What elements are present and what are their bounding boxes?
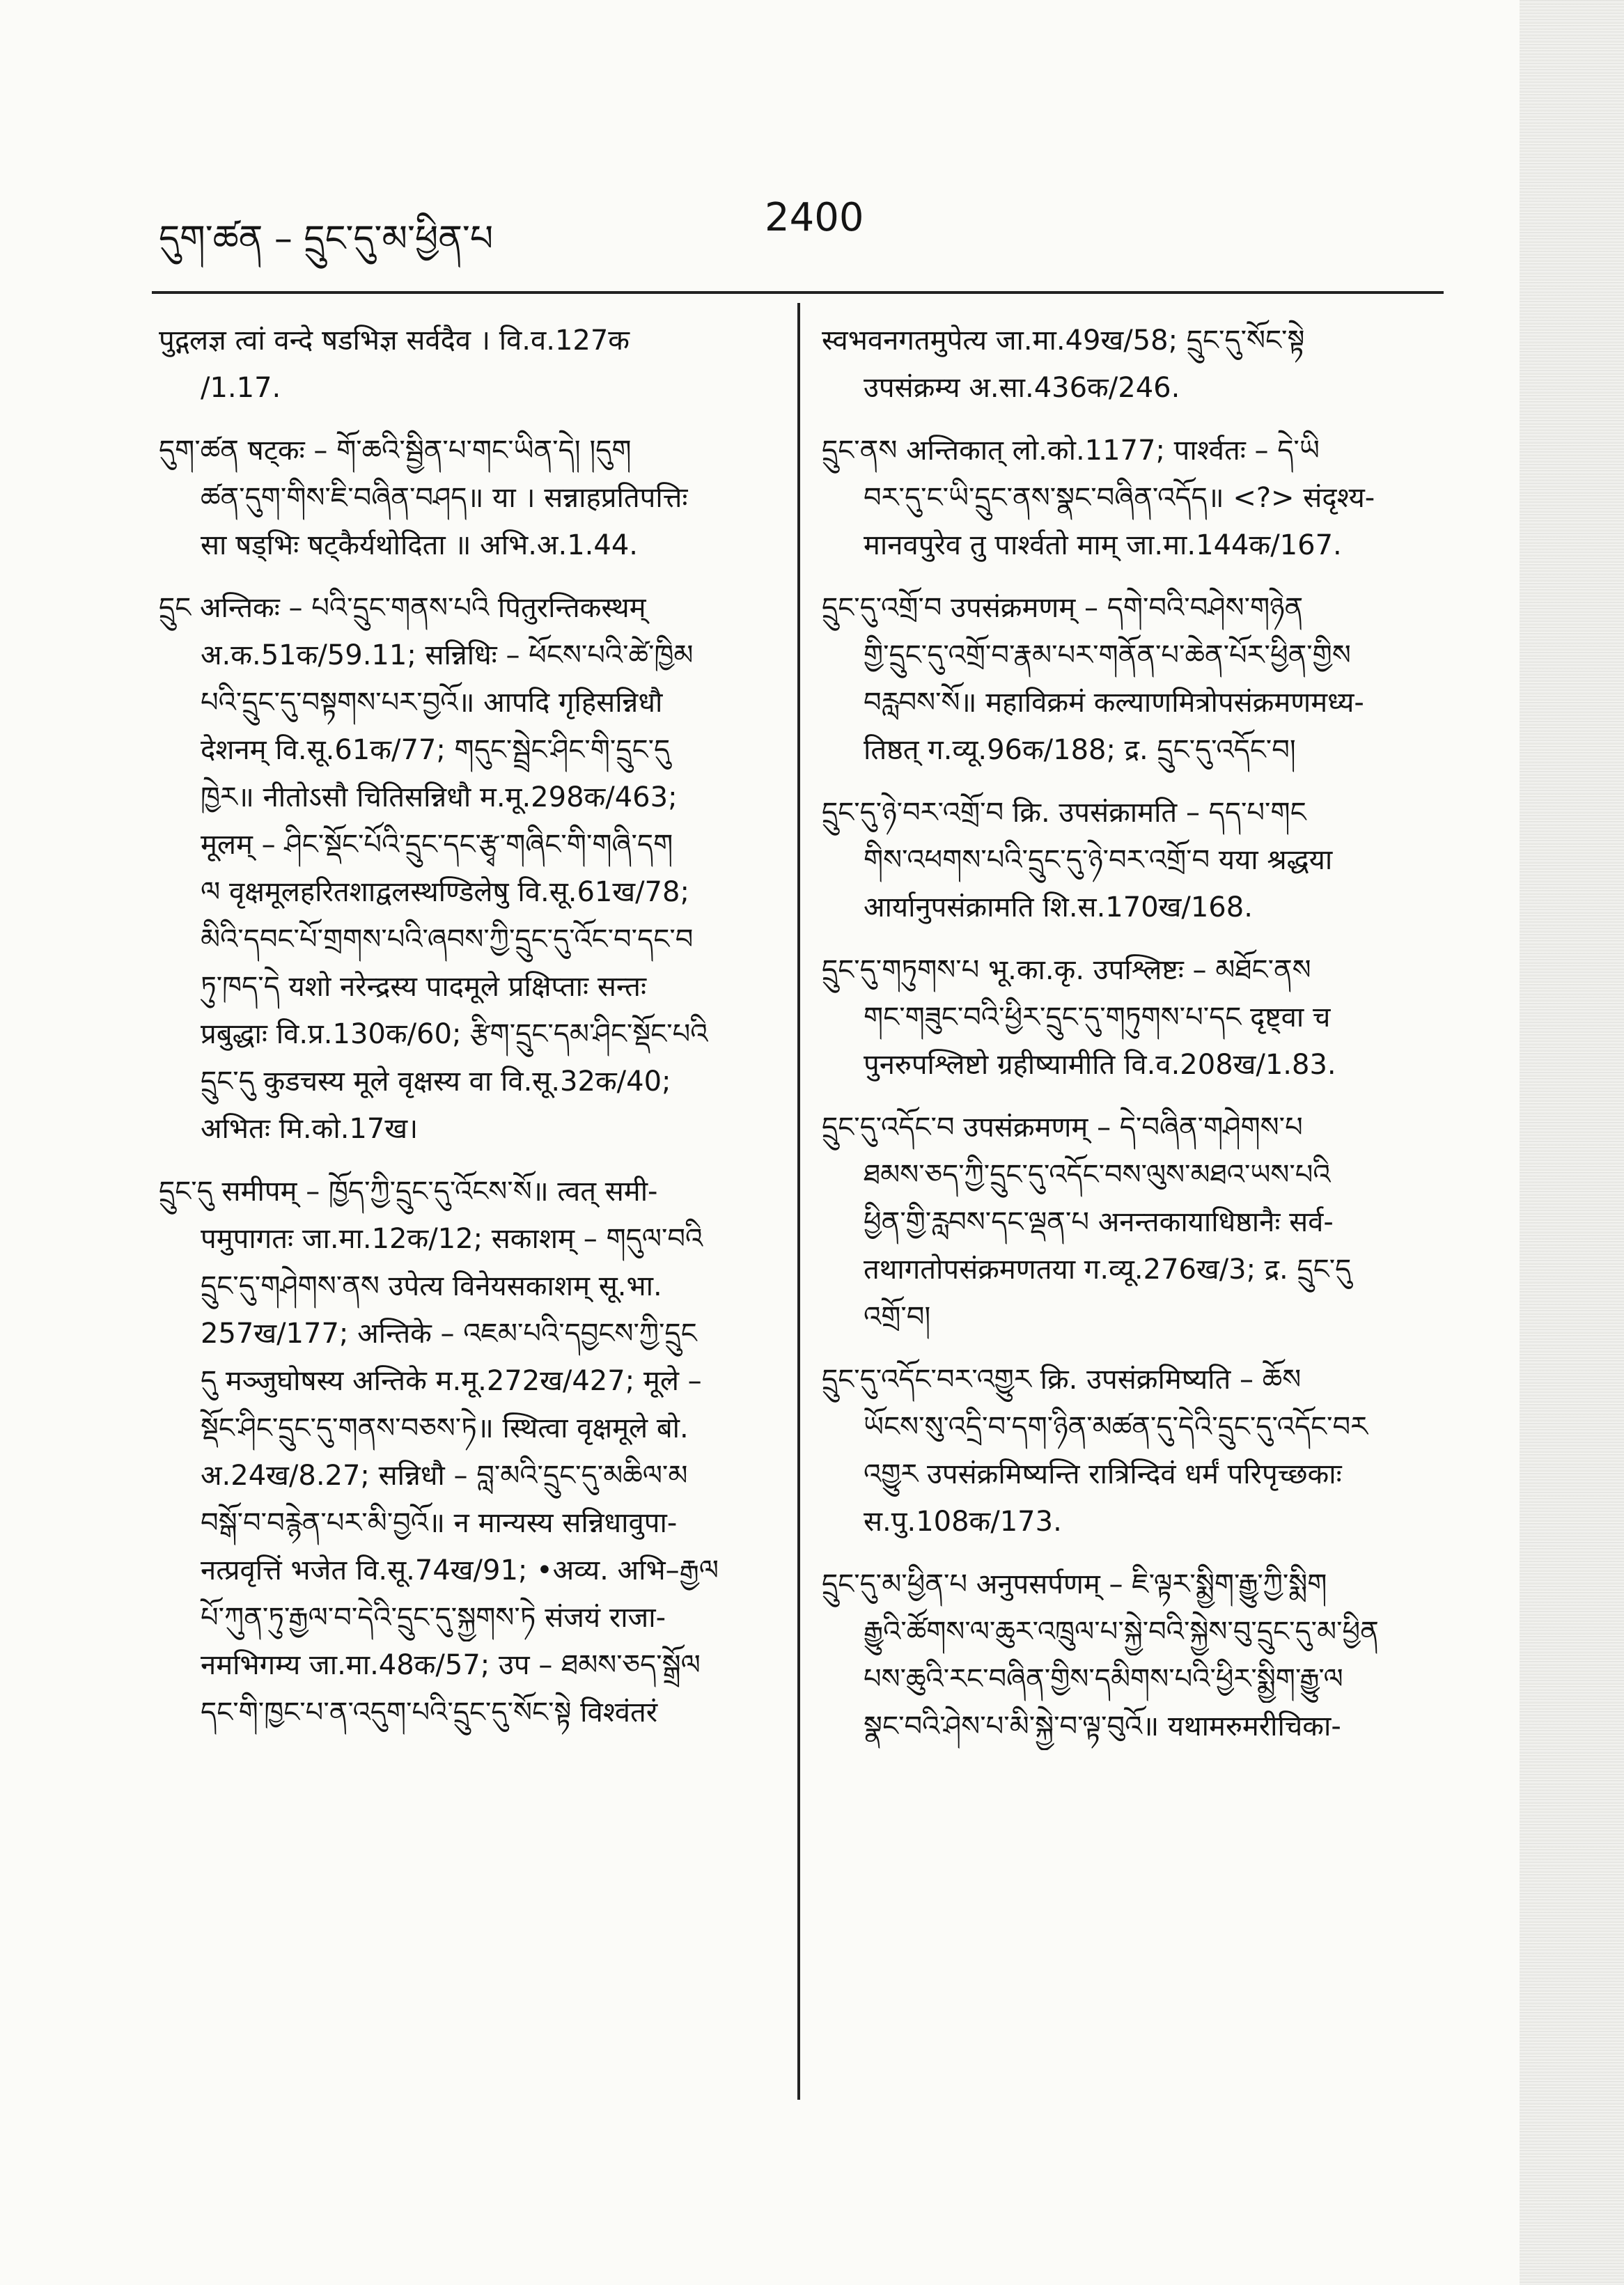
entry-line: དུག་ཚན षट्कः – གོ་ཆའི་སྦྱིན་པ་གང་ཡིན་དེ། །དུག — [159, 435, 632, 467]
dictionary-entry — [822, 1104, 1435, 1341]
entry-line: ཕྱིན་གྱི་རླབས་དང་ལྡན་པ अनन्तकायाधिष्ठानैः सर्व- — [864, 1206, 1334, 1238]
entry-line: པོ་ཀུན་ཏུ་རྒྱལ་བ་དེའི་དྲུང་དུ་སྐྱགས་ཏེ संजयं राजा- — [201, 1602, 666, 1634]
entry-line: སྣང་བའི་ཤེས་པ་མི་སྐྱེ་བ་ལྟ་བུའོ॥ यथामरुमरीचिका- — [864, 1710, 1341, 1742]
entry-line: ཡོངས་སུ་འདྲི་བ་དག་ཉིན་མཚན་དུ་དེའི་དྲུང་དུ་འདོང་བར — [864, 1411, 1368, 1443]
entry-line: པས་ཆུའི་རང་བཞིན་གྱིས་དམིགས་པའི་ཕྱིར་སྨྱིག་རྒྱུ་ལ — [864, 1663, 1343, 1695]
entry-line: ལ वृक्षमूलहरितशाद्वलस्थण्डिलेषु वि.सू.61ख/78; — [201, 876, 689, 908]
entry-line: གིས་འཕགས་པའི་དྲུང་དུ་ཉེ་བར་འགྲོ་བ यया श्रद्धया — [864, 844, 1333, 876]
entry-line: དྲུང་དུ་འགྲོ་བ उपसंक्रमणम् – དགེ་བའི་བཤེས་གཉེན — [822, 592, 1304, 624]
column-divider — [797, 303, 800, 2100]
entry-line: བསྒོ་བ་བརྙེན་པར་མི་བྱའོ॥ न मान्यस्य सन्निधावुपा- — [201, 1507, 678, 1539]
entry-line: नमभिगम्य जा.मा.48क/57; उप – ཐམས་ཅད་སྒྲོལ — [201, 1649, 701, 1681]
entry-line: पुनरुपश्लिष्टो ग्रहीष्यामीति वि.व.208ख/1.83. — [864, 1049, 1336, 1081]
dictionary-entry — [822, 427, 1435, 569]
entry-line: དང་གི་ཁྱང་པ་ན་འདུག་པའི་དྲུང་དུ་སོང་སྟེ विश्वंतरं — [201, 1697, 658, 1729]
entry-line: उपसंक्रम्य अ.सा.436क/246. — [864, 372, 1180, 404]
entry-line: འགྱུར उपसंक्रमिष्यन्ति रात्रिन्दिवं धर्मं परिपृच्छकाः — [864, 1458, 1342, 1490]
entry-line: སྡོང་ཤིང་དྲུང་དུ་གནས་བཅས་ཏེ॥ स्थित्वा वृक्षमूले बो. — [201, 1412, 689, 1444]
entry-line: དྲུང་དུ་འདོང་བར་འགྱུར क्रि. उपसंक्रमिष्यति – ཆོས — [822, 1364, 1302, 1396]
entry-line: མིའི་དབང་པོ་གྲགས་པའི་ཞབས་ཀྱི་དྲུང་དུ་འོང་བ་དང་བ — [201, 923, 694, 956]
dictionary-entry — [159, 584, 772, 1153]
entry-line: པའི་དྲུང་དུ་བསྟགས་པར་བྱའོ॥ आपदि गृहिसन्निधौ — [201, 687, 663, 719]
entry-line: पुद्गलज्ञ त्वां वन्दे षडभिज्ञ सर्वदैव । वि.व.127क — [159, 325, 630, 357]
dictionary-entry — [822, 789, 1435, 931]
entry-line: དྲུང་དུ་གཏུགས་པ भू.का.कृ. उपश्लिष्टः – མཐོང་ནས — [822, 954, 1311, 986]
entry-line: सा षड्भिः षट्कैर्यथोदिता ॥ अभि.अ.1.44. — [201, 529, 638, 561]
entry-line: आर्यानुपसंक्रामति शि.स.170ख/168. — [864, 891, 1253, 923]
entry-line: ཐམས་ཅད་ཀྱི་དྲུང་དུ་འདོང་བས་ལུས་མཐའ་ཡས་པའི — [864, 1159, 1331, 1191]
scanned-page-edge — [1520, 0, 1624, 2285]
entry-line: དྲུང अन्तिकः – པའི་དྲུང་གནས་པའི पितुरन्तिकस्थम् — [159, 592, 646, 624]
entry-line: 257ख/177; अन्तिके – འཇམ་པའི་དབྱངས་ཀྱི་དྲུང — [201, 1318, 697, 1350]
entry-line: स.पु.108क/173. — [864, 1506, 1062, 1538]
entry-line: བར་དུ་ང་ཡི་དྲུང་ནས་སྣང་བཞིན་འདོད॥ <?> संदृश्य- — [864, 482, 1375, 514]
entry-line: स्वभवनगतमुपेत्य जा.मा.49ख/58; དྲུང་དུ་སོང་སྟེ — [822, 325, 1305, 357]
left-column — [159, 317, 772, 1752]
entry-line: གྱི་དྲུང་དུ་འགྲོ་བ་རྣམ་པར་གནོན་པ་ཆེན་པོར་ཕྱིན་གྱིས — [864, 639, 1351, 671]
entry-line: དྲུང་དུ་མ་ཕྱིན་པ अनुपसर्पणम् – ཇི་ལྟར་སྨྱིག་རྒྱུ་ཀྱི་སྨིག — [822, 1568, 1327, 1600]
dictionary-entry — [159, 1168, 772, 1736]
entry-line: དུ मञ्जुघोषस्य अन्तिके म.मू.272ख/427; मूले – — [201, 1365, 702, 1397]
entry-line: तिष्ठत् ग.व्यू.96क/188; द्र. དྲུང་དུ་འདོང་བ། — [864, 734, 1296, 766]
entry-line: ཚན་དུག་གིས་ཇི་བཞིན་བཤད॥ या । सन्नाहप्रतिपत्तिः — [201, 482, 688, 514]
entry-line: मानवपुरेव तु पार्श्वतो माम् जा.मा.144क/167. — [864, 529, 1342, 561]
entry-line: ཁྱེར॥ नीतोऽसौ चितिसन्निधौ म.मू.298क/463; — [201, 781, 678, 813]
entry-line: अ.24ख/8.27; सन्निधौ – བླ་མའི་དྲུང་དུ་མཆིལ་མ — [201, 1460, 688, 1492]
entry-line: पमुपागतः जा.मा.12क/12; सकाशम् – གདུལ་བའི — [201, 1223, 703, 1255]
entry-line: /1.17. — [201, 372, 281, 404]
entry-line: གང་གཟུང་བའི་ཕྱིར་དྲུང་དུ་གཏུགས་པ་དང दृष्ट्वा च — [864, 1001, 1331, 1034]
dictionary-entry — [822, 1561, 1435, 1750]
entry-line: तथागतोपसंक्रमणतया ग.व्यू.276ख/3; द्र. དྲུང་དུ — [864, 1254, 1352, 1286]
entry-line: དྲུང་དུ समीपम् – ཁྱོད་ཀྱི་དྲུང་དུ་འོངས་སོ॥ त्वत् समी- — [159, 1176, 658, 1208]
dictionary-entry — [822, 584, 1435, 774]
entry-line: अ.क.51क/59.11; सन्निधिः – ཕོངས་པའི་ཚེ་ཁྱིམ — [201, 639, 694, 671]
entry-line: དྲུང་དུ་འདོང་བ उपसंक्रमणम् – དེ་བཞིན་གཤེགས་པ — [822, 1112, 1303, 1144]
right-column — [822, 317, 1435, 1765]
dictionary-entry — [822, 1356, 1435, 1545]
entry-line: དྲུང་ནས अन्तिकात् लो.को.1177; पार्श्वतः – དེ་ཡི — [822, 435, 1320, 467]
entry-line: नत्प्रवृत्तिं भजेत वि.सू.74ख/91; •अव्य. अभि–རྒྱལ — [201, 1554, 719, 1586]
entry-line: འགྲོ་བ། — [864, 1301, 931, 1333]
dictionary-entry — [822, 946, 1435, 1089]
running-header: དུག་ཚན – དྲུང་དུ་མ་ཕྱིན་པ — [159, 218, 494, 260]
entry-line: རྒྱུའི་ཚོགས་ལ་ཆུར་འཁྲུལ་པ་སྐྱེ་བའི་སྐྱེས་བུ་དྲུང་དུ་མ་ཕྱིན — [864, 1616, 1379, 1648]
entry-line: अभितः मि.को.17ख। — [201, 1113, 419, 1145]
entry-line: དྲུང་དུ་གཤེགས་ནས उपेत्य विनेयसकाशम् सू.भा. — [201, 1270, 662, 1302]
entry-line: देशनम् वि.सू.61क/77; གདུང་སྦྲེང་ཤིང་གི་དྲུང་དུ — [201, 734, 671, 766]
entry-line: प्रबुद्धाः वि.प्र.130क/60; རྩིག་དྲུང་དམ་ཤིང་སྡོང་པའི — [201, 1018, 708, 1050]
dictionary-entry — [159, 427, 772, 569]
entry-line: བརླབས་སོ॥ महाविक्रमं कल्याणमित्रोपसंक्रमणमध्य- — [864, 687, 1364, 719]
entry-line: དྲུང་དུ་ཉེ་བར་འགྲོ་བ क्रि. उपसंक्रामति – དད་པ་གང — [822, 797, 1306, 829]
dictionary-entry — [822, 317, 1435, 412]
entry-line: मूलम् – ཤིང་སྡོང་པོའི་དྲུང་དང་རྩྭ་གཞིང་གི་གཞི་དག — [201, 829, 673, 861]
page-number: 2400 — [765, 195, 864, 240]
entry-line: དྲུང་དུ कुडचस्य मूले वृक्षस्य वा वि.सू.32क/40; — [201, 1066, 671, 1098]
header-rule — [152, 291, 1444, 294]
entry-line: ཏུ་ཁད་དེ यशो नरेन्द्रस्य पादमूले प्रक्षिप्ताः सन्तः — [201, 971, 647, 1003]
dictionary-entry — [159, 317, 772, 412]
